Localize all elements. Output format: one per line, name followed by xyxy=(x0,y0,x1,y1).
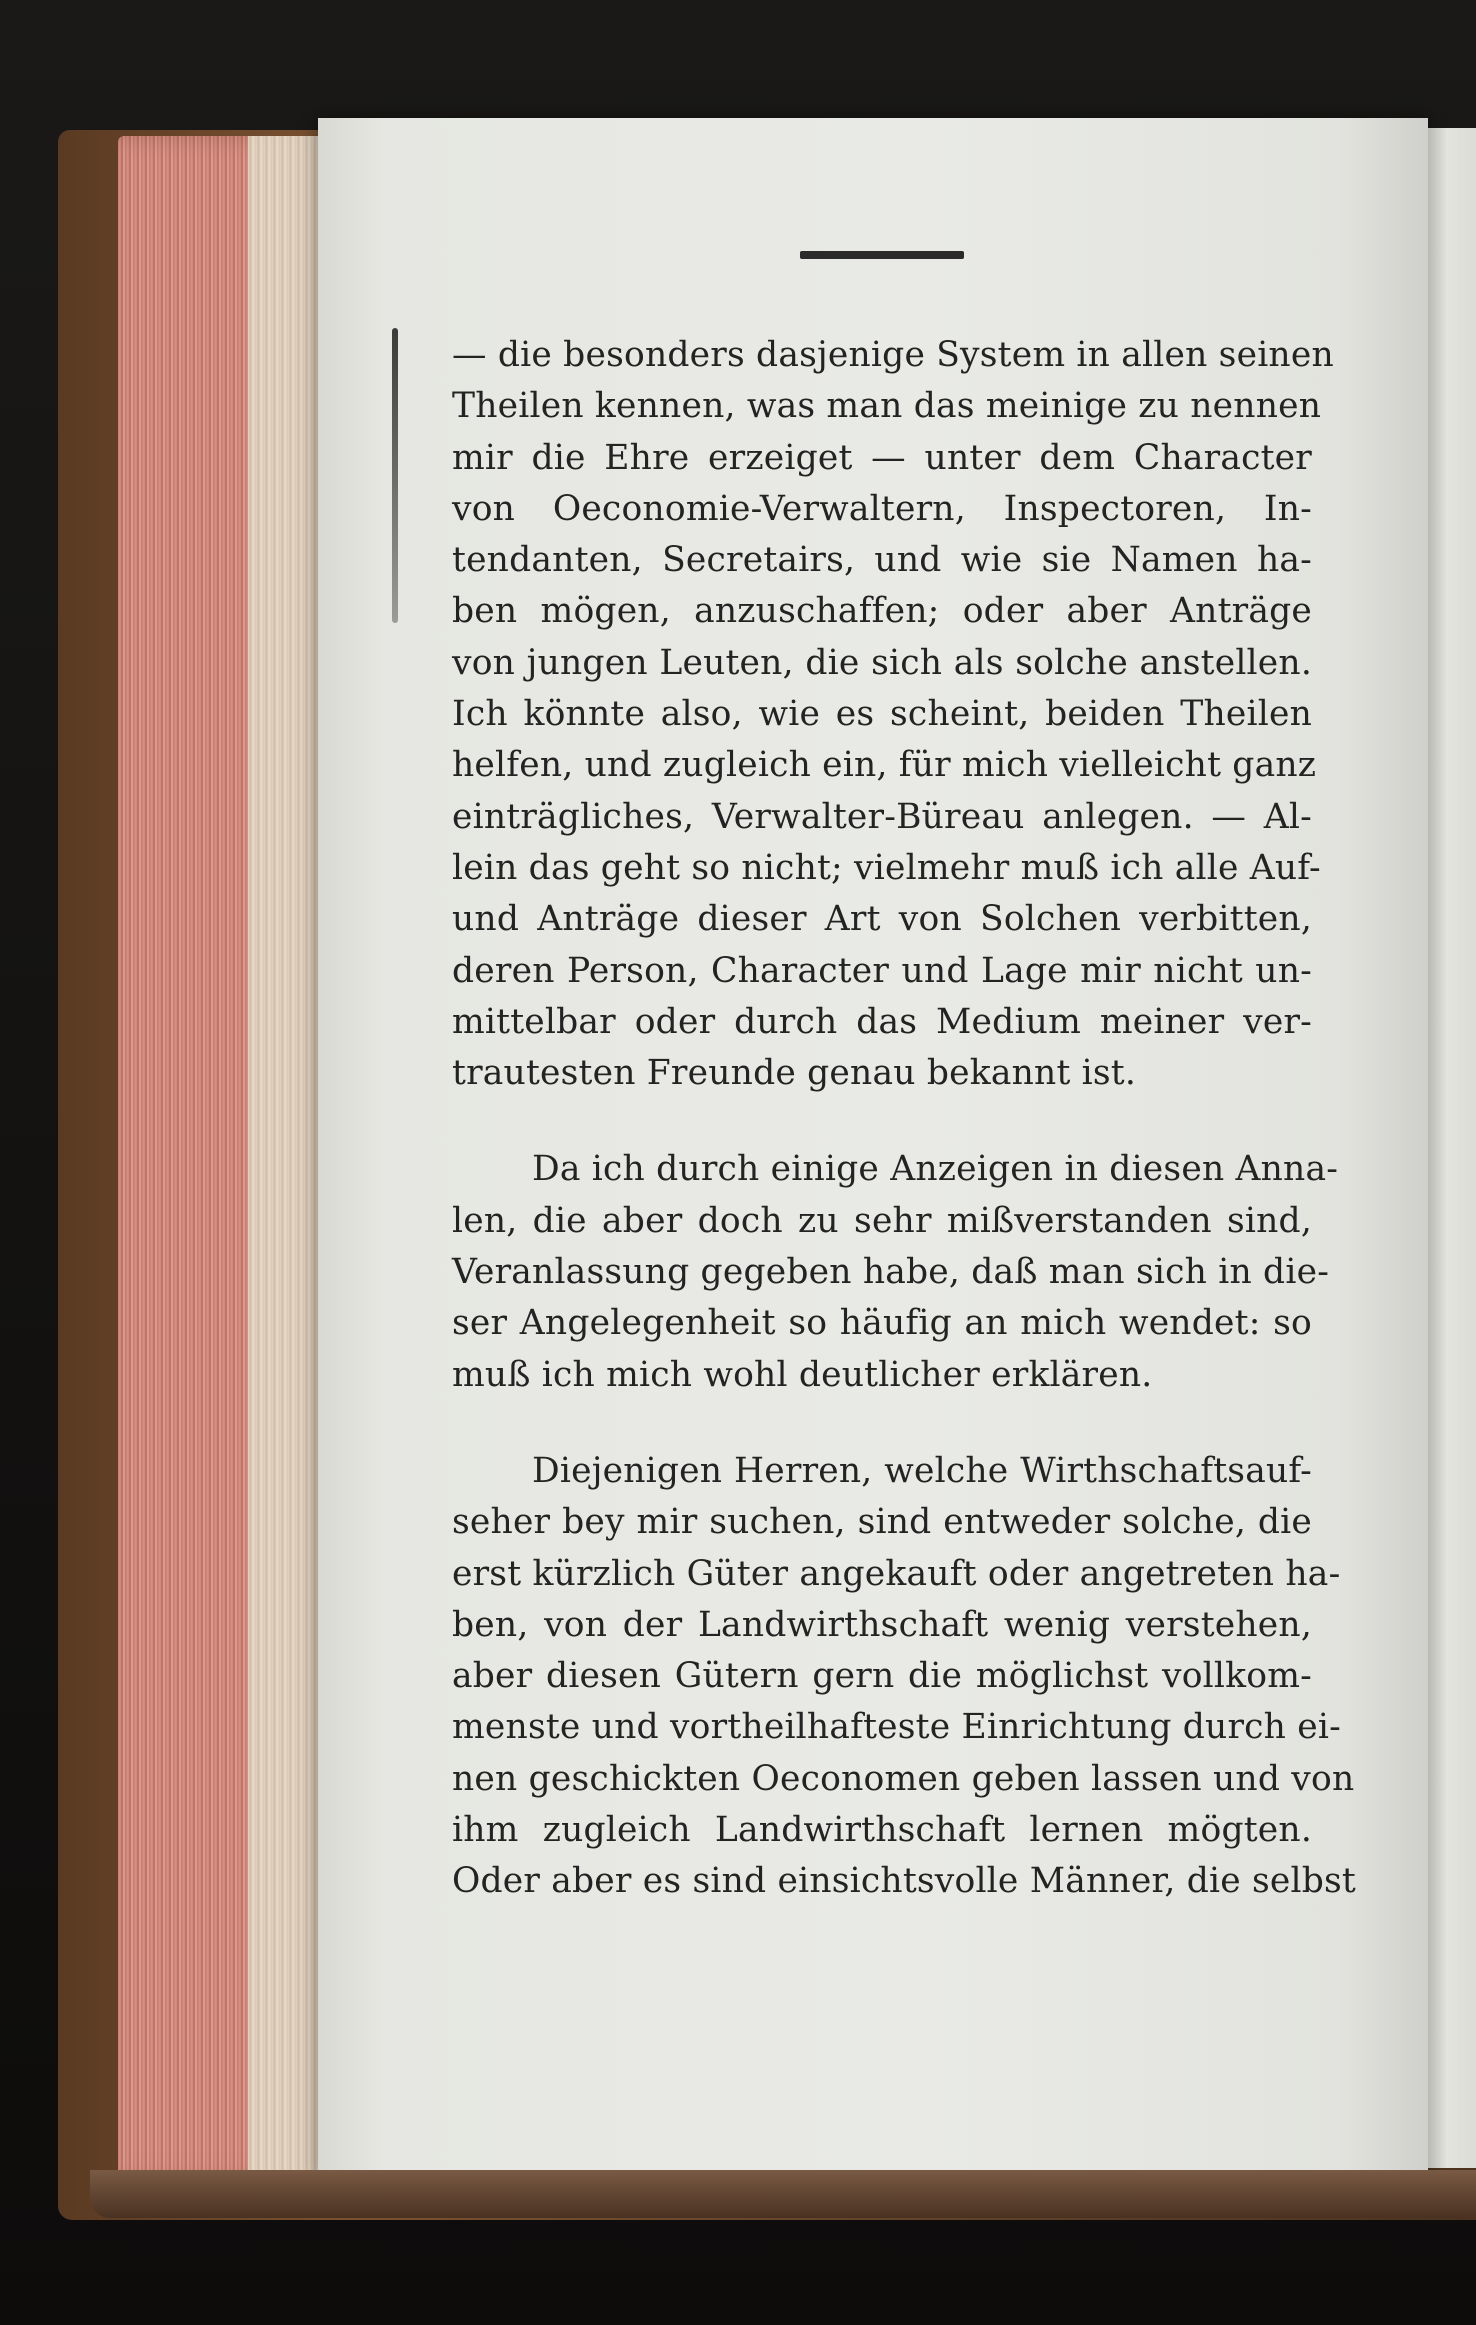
header-rule-ornament xyxy=(800,251,964,259)
text-line: lein das geht so nicht; vielmehr muß ich alle Auf- xyxy=(452,847,1321,888)
text-line: von jungen Leuten, die sich als solche anstellen. xyxy=(452,642,1312,683)
page-text xyxy=(452,330,1356,1908)
text-line: muß ich mich wohl deutlicher erklären. xyxy=(452,1354,1153,1395)
text-line: — die besonders dasjenige System in allen seinen xyxy=(452,335,1334,375)
text-line: ben, von der Landwirthschaft wenig verstehen, xyxy=(452,1604,1312,1645)
paragraph-spacer xyxy=(452,1401,1312,1446)
text-line: nen geschickten Oeconomen geben lassen und von xyxy=(452,1758,1355,1799)
text-line: ihm zugleich Landwirthschaft lernen mögten. xyxy=(452,1810,1312,1851)
text-line: Diejenigen Herren, welche Wirthschaftsauf- xyxy=(532,1450,1312,1491)
text-line: Oder aber es sind einsichtsvolle Männer, die selbst xyxy=(452,1861,1356,1902)
text-line: von Oeconomie-Verwaltern, Inspectoren, In- xyxy=(452,488,1312,529)
text-line: Da ich durch einige Anzeigen in diesen Anna- xyxy=(532,1149,1339,1190)
paragraph-spacer xyxy=(452,1099,1312,1144)
text-line: mir die Ehre erzeiget — unter dem Character xyxy=(452,437,1312,478)
text-line: ser Angelegenheit so häufig an mich wendet: so xyxy=(452,1303,1312,1344)
text-line: Theilen kennen, was man das meinige zu nennen xyxy=(452,386,1322,427)
paragraph-2 xyxy=(452,1144,1339,1400)
paragraph-3 xyxy=(452,1446,1356,1908)
text-line: aber diesen Gütern gern die möglichst vollkom- xyxy=(452,1656,1312,1697)
text-line: menste und vortheilhafteste Einrichtung durch ei- xyxy=(452,1707,1341,1748)
margin-pencil-mark xyxy=(392,328,398,623)
text-line: erst kürzlich Güter angekauft oder angetreten ha- xyxy=(452,1553,1341,1594)
book-bottom-edge xyxy=(90,2170,1476,2218)
paragraph-1 xyxy=(452,330,1334,1099)
next-page-edge xyxy=(1428,128,1476,2168)
text-line: helfen, und zugleich ein, für mich vielleicht ganz xyxy=(452,745,1317,786)
page-stack-edge xyxy=(118,136,318,2181)
text-line: mittelbar oder durch das Medium meiner ver- xyxy=(452,1001,1312,1042)
text-line: ben mögen, anzuschaffen; oder aber Anträge xyxy=(452,591,1312,632)
text-line: tendanten, Secretairs, und wie sie Namen ha- xyxy=(452,540,1312,581)
text-line: seher bey mir suchen, sind entweder solche, die xyxy=(452,1502,1312,1543)
text-line: und Anträge dieser Art von Solchen verbitten, xyxy=(452,899,1312,940)
text-line: trautesten Freunde genau bekannt ist. xyxy=(452,1053,1137,1094)
text-line: einträgliches, Verwalter-Büreau anlegen. — Al- xyxy=(452,796,1312,837)
text-line: len, die aber doch zu sehr mißverstanden sind, xyxy=(452,1200,1312,1241)
text-line: Veranlassung gegeben habe, daß man sich in die- xyxy=(452,1252,1330,1293)
text-line: Ich könnte also, wie es scheint, beiden Theilen xyxy=(452,694,1312,735)
text-line: deren Person, Character und Lage mir nicht un- xyxy=(452,950,1312,991)
